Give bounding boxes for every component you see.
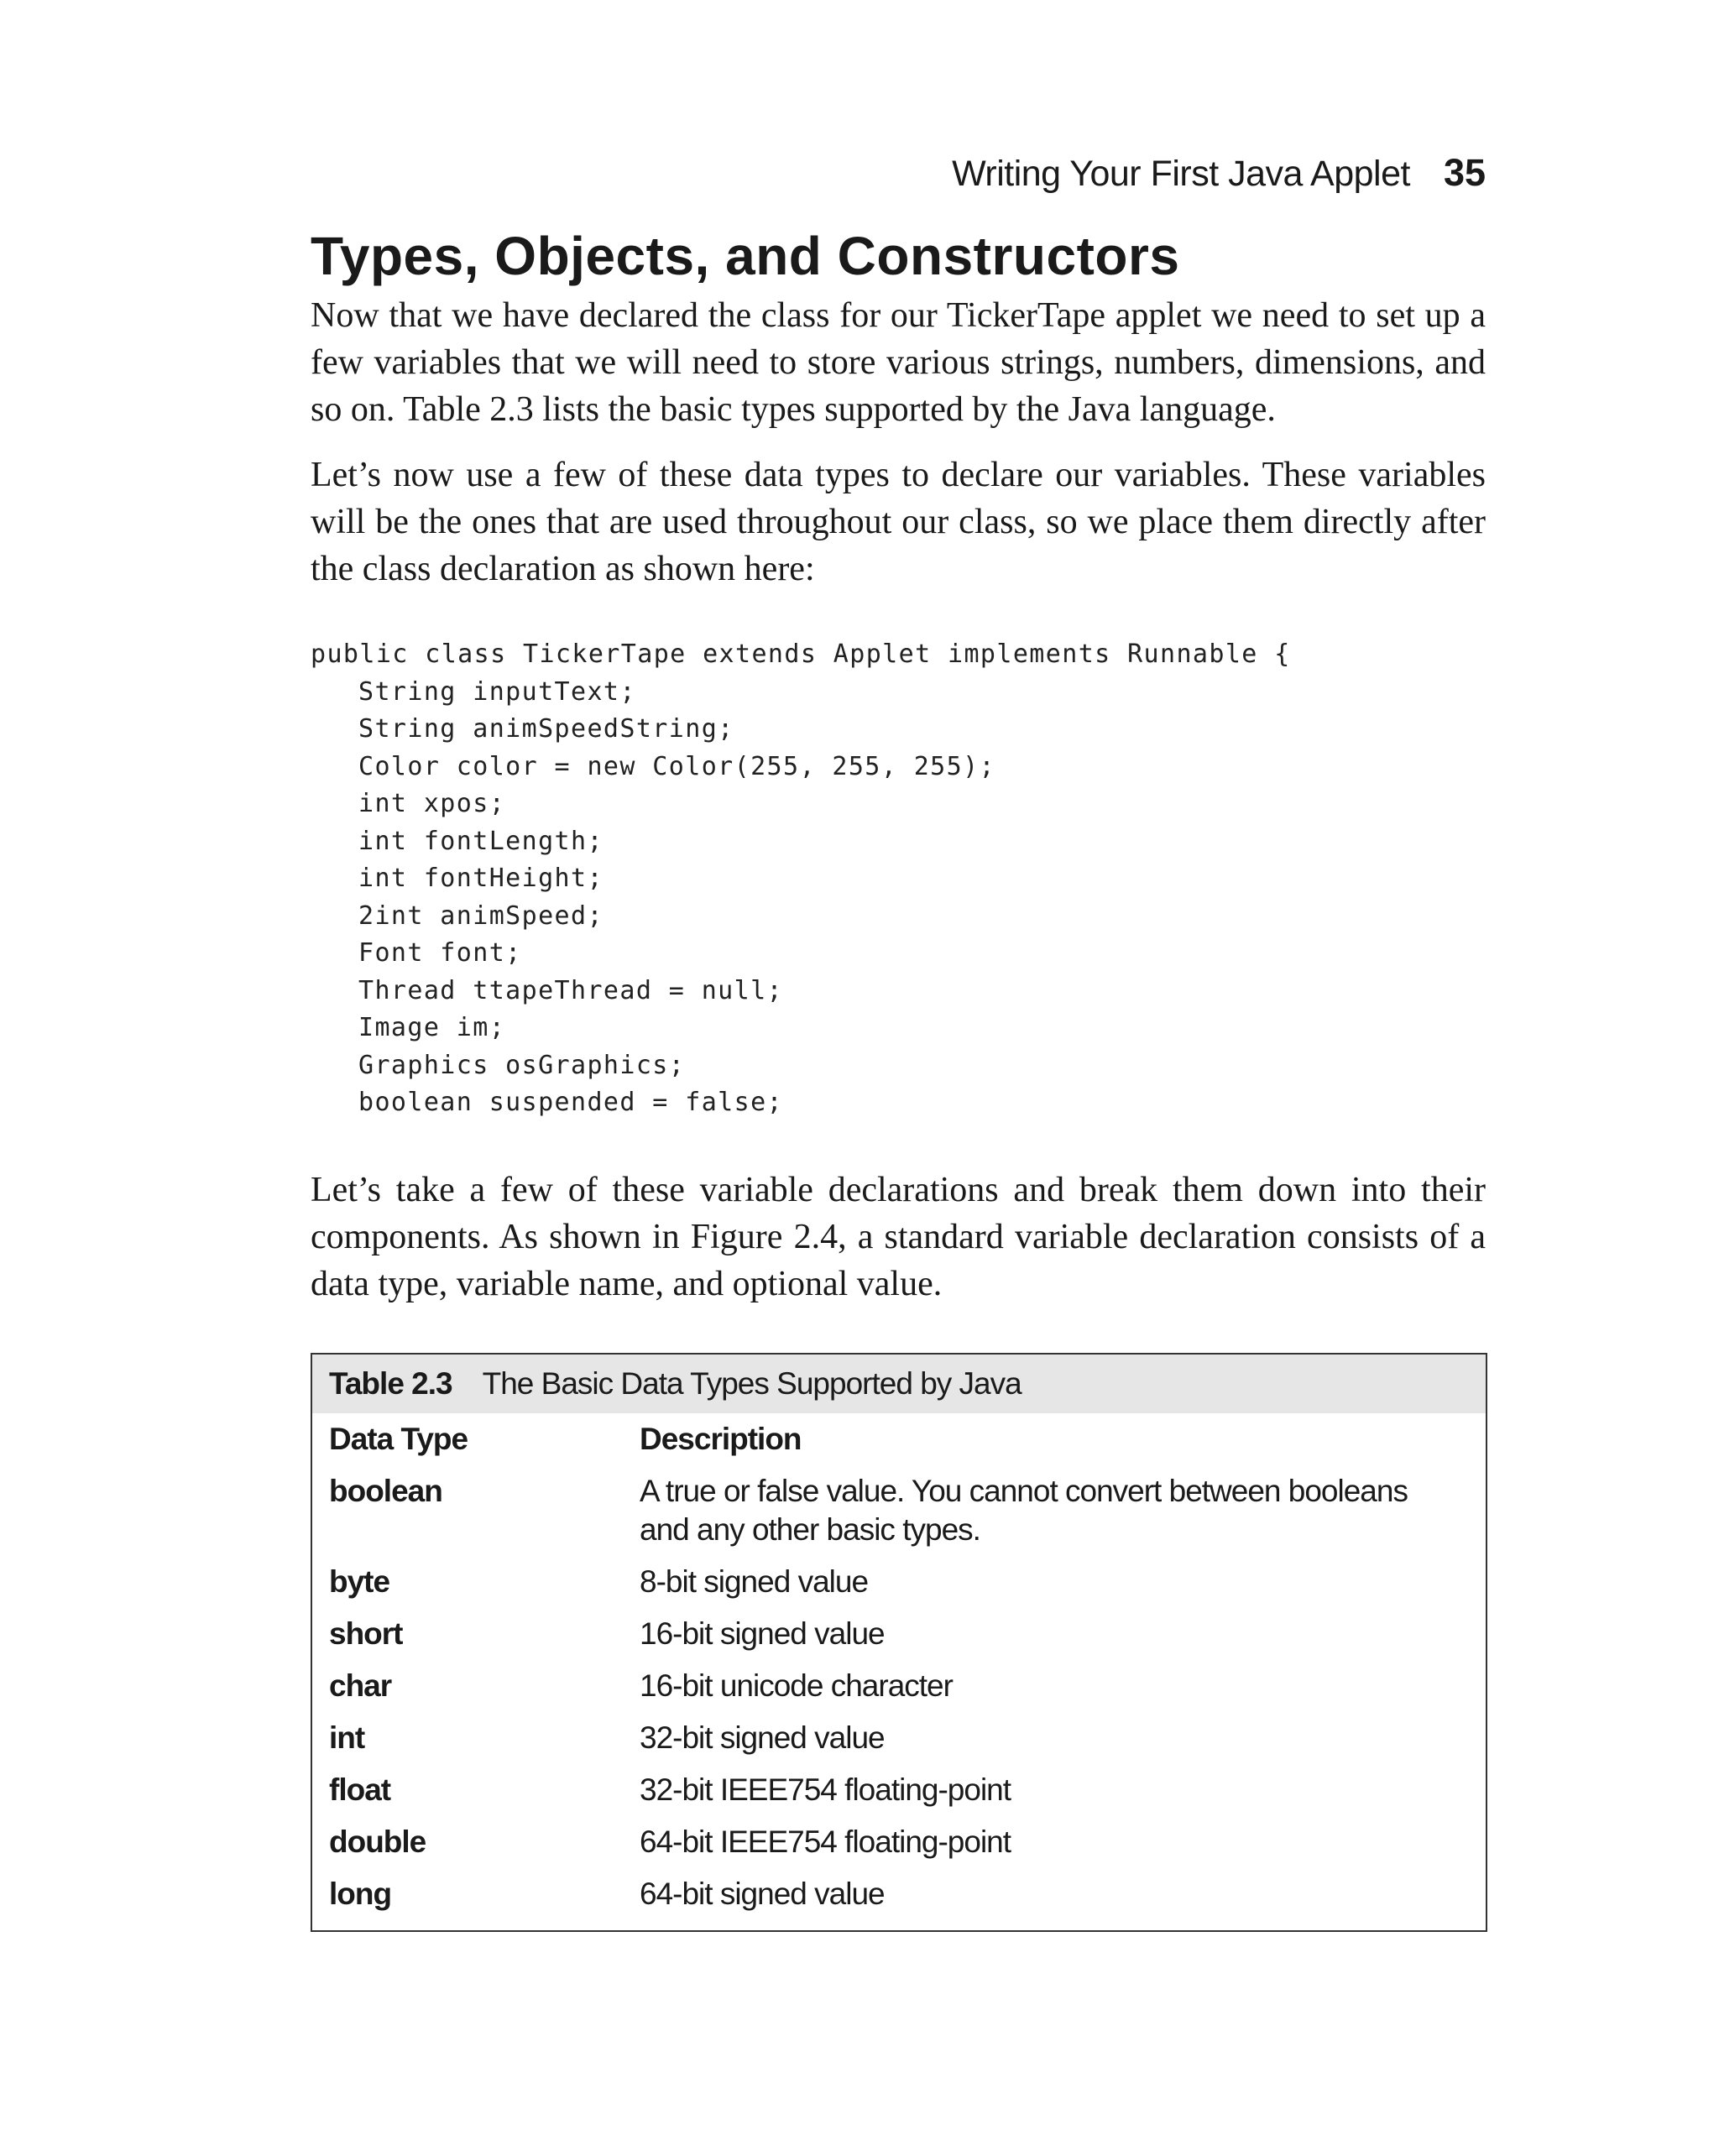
code-listing [311, 636, 1486, 1122]
cell-data-type: byte [329, 1564, 390, 1599]
code-line: public class TickerTape extends Applet implements Runnable { [311, 639, 1291, 669]
code-line: Font font; [358, 938, 522, 968]
body-paragraph-2: Let’s now use a few of these data types to declare our variables. These variables will be the ones that are used throughout our class, so we place them directly after the class declaration as shown here: [311, 456, 1486, 588]
cell-description: 64-bit signed value [640, 1877, 885, 1911]
cell-data-type: float [329, 1772, 391, 1807]
cell-description: 64-bit IEEE754 floating-point [640, 1825, 1011, 1859]
cell-description: 16-bit unicode character [640, 1668, 953, 1703]
running-head-title: Writing Your First Java Applet [952, 154, 1410, 194]
cell-data-type: char [329, 1668, 392, 1703]
data-types-table [311, 1353, 1487, 1932]
table-title: The Basic Data Types Supported by Java [482, 1366, 1021, 1401]
table-row [312, 1816, 1486, 1868]
body-paragraph-3: Let’s take a few of these variable declarations and break them down into their components. As shown in Figure 2.4, a standard variable declaration consists of a data type, variable name, and optional value. [311, 1171, 1486, 1303]
table-row [312, 1556, 1486, 1608]
table-caption [312, 1355, 1486, 1413]
table-row [312, 1868, 1486, 1920]
code-line: String inputText; [358, 676, 636, 707]
code-line: Image im; [358, 1013, 506, 1042]
table-row [312, 1608, 1486, 1660]
table-row [312, 1465, 1486, 1556]
table-number: Table 2.3 [329, 1366, 452, 1401]
code-line: boolean suspended = false; [358, 1088, 783, 1117]
code-line: Color color = new Color(255, 255, 255); [358, 751, 995, 781]
cell-data-type: double [329, 1825, 426, 1859]
column-header-data-type: Data Type [329, 1422, 468, 1456]
cell-description: A true or false value. You cannot convert between booleans and any other basic types. [640, 1474, 1408, 1547]
cell-data-type: long [329, 1877, 392, 1911]
column-header-description: Description [640, 1422, 802, 1456]
cell-description: 32-bit signed value [640, 1720, 885, 1755]
table-row [312, 1660, 1486, 1712]
code-line: Graphics osGraphics; [358, 1050, 686, 1080]
section-title: Types, Objects, and Constructors [311, 226, 1180, 286]
table-row [312, 1712, 1486, 1764]
cell-description: 16-bit signed value [640, 1616, 885, 1651]
code-line: int fontLength; [358, 826, 603, 856]
cell-data-type: short [329, 1616, 403, 1651]
page-number: 35 [1443, 151, 1486, 194]
cell-data-type: boolean [329, 1474, 442, 1508]
code-line: int xpos; [358, 789, 506, 818]
code-line: 2int animSpeed; [358, 901, 603, 931]
table-row [312, 1764, 1486, 1816]
body-paragraph-1: Now that we have declared the class for our TickerTape applet we need to set up a few variables that we will need to store various strings, numbers, dimensions, and so on. Table 2.3 lists the basic types supported by the Java language. [311, 296, 1486, 429]
cell-data-type: int [329, 1720, 365, 1755]
table-header-row [312, 1413, 1486, 1465]
running-head [952, 151, 1486, 201]
code-line: int fontHeight; [358, 864, 603, 893]
cell-description: 32-bit IEEE754 floating-point [640, 1772, 1011, 1807]
code-line: String animSpeedString; [358, 714, 734, 744]
code-line: Thread ttapeThread = null; [358, 975, 783, 1005]
cell-description: 8-bit signed value [640, 1564, 869, 1599]
